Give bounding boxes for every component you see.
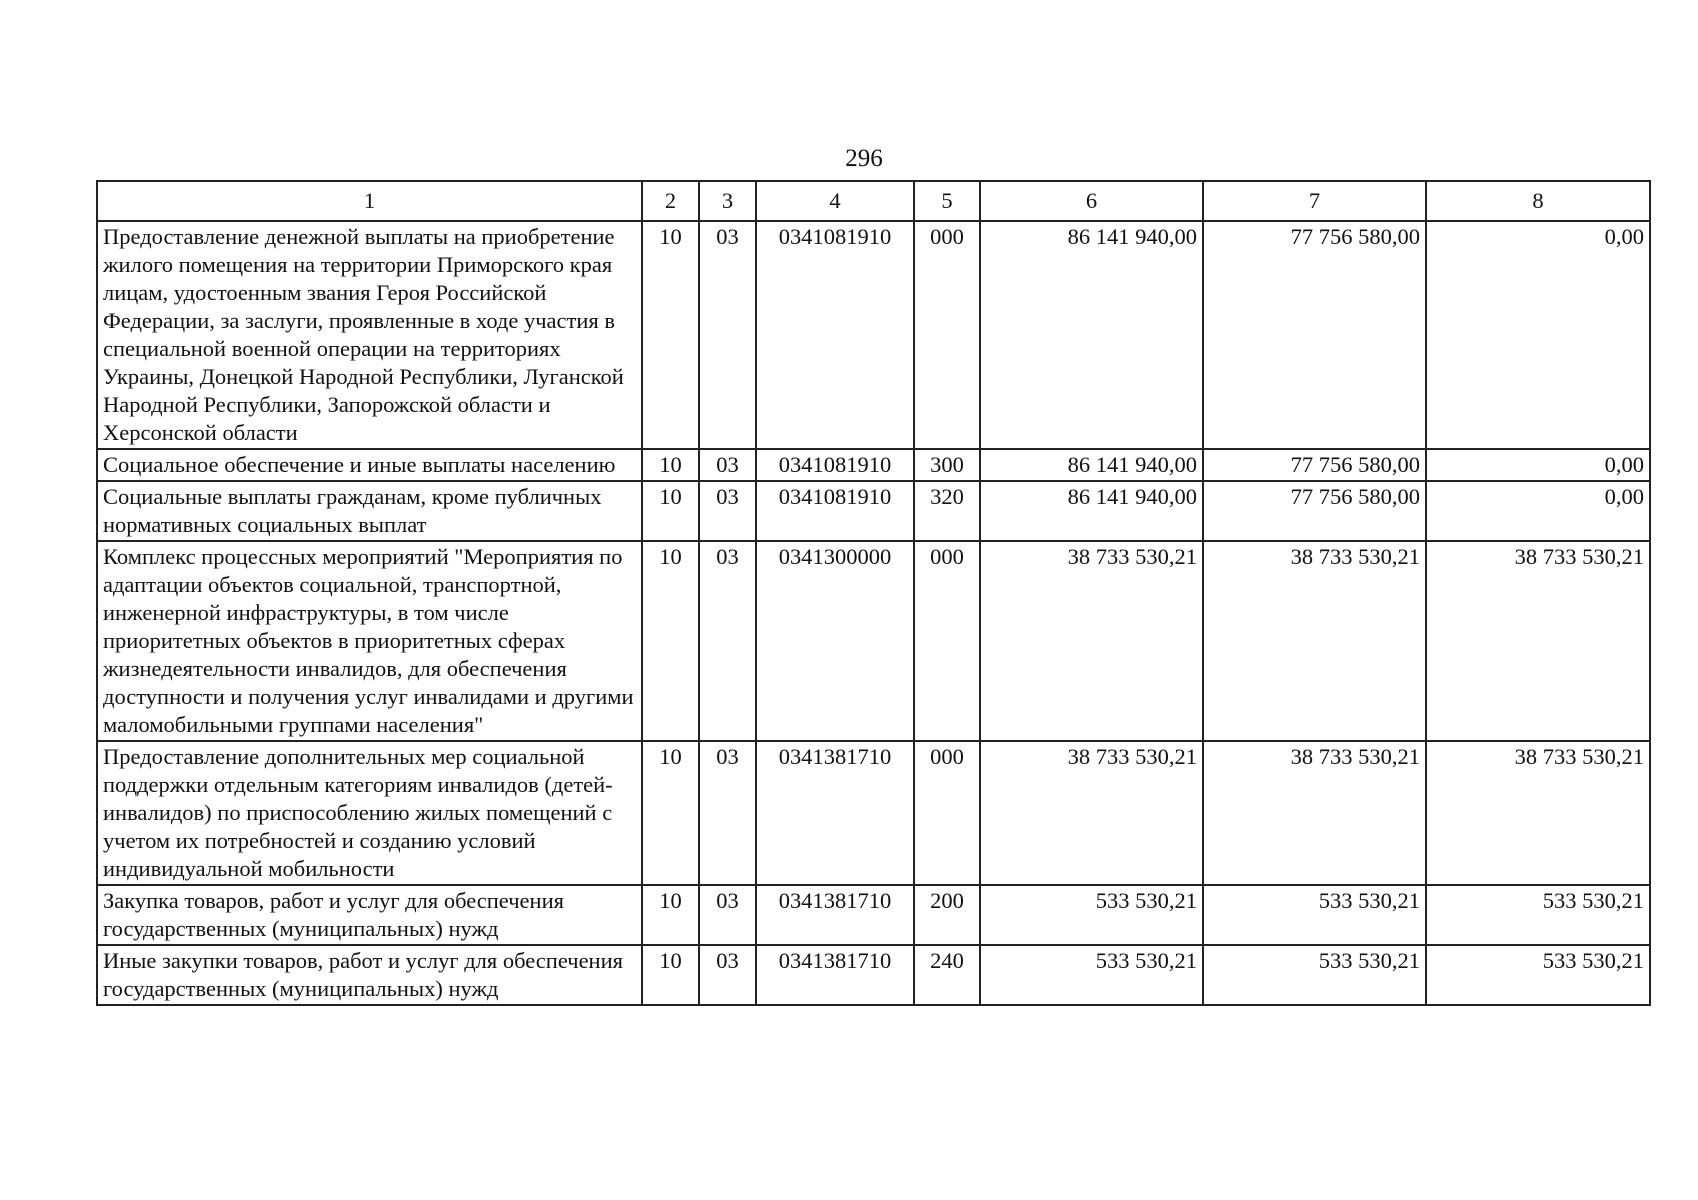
row-amount-col8: 0,00 [1426,221,1650,449]
row-target-code: 0341381710 [756,945,914,1005]
row-target-code: 0341081910 [756,221,914,449]
row-amount-col8: 533 530,21 [1426,945,1650,1005]
row-name: Комплекс процессных мероприятий "Мероприятия по адаптации объектов социальной, транспортной, инженерной инфраструктуры, в том числе приоритетных объектов в приоритетных сферах жизнедеятельности инвалидов, для обеспечения доступности и получения услуг инвалидами и другими маломобильными группами населения" [97,541,642,741]
row-amount-col7: 77 756 580,00 [1203,449,1426,481]
row-target-code: 0341381710 [756,885,914,945]
table-row [97,221,1650,449]
row-name: Иные закупки товаров, работ и услуг для обеспечения государственных (муниципальных) нужд [97,945,642,1005]
row-amount-col7: 38 733 530,21 [1203,541,1426,741]
row-amount-col8: 533 530,21 [1426,885,1650,945]
row-amount-col7: 38 733 530,21 [1203,741,1426,885]
header-cell-7: 7 [1203,181,1426,221]
row-expense-type: 240 [914,945,980,1005]
row-section: 10 [642,449,699,481]
table-row [97,885,1650,945]
row-amount-col8: 38 733 530,21 [1426,541,1650,741]
row-target-code: 0341381710 [756,741,914,885]
row-amount-col8: 38 733 530,21 [1426,741,1650,885]
header-row [97,181,1650,221]
row-amount-col8: 0,00 [1426,449,1650,481]
table-row [97,945,1650,1005]
row-subsection: 03 [699,481,756,541]
row-amount-col6: 86 141 940,00 [980,449,1203,481]
row-amount-col6: 86 141 940,00 [980,221,1203,449]
row-expense-type: 200 [914,885,980,945]
row-section: 10 [642,541,699,741]
row-subsection: 03 [699,741,756,885]
row-amount-col6: 38 733 530,21 [980,741,1203,885]
budget-table [96,180,1651,1006]
row-section: 10 [642,481,699,541]
header-cell-2: 2 [642,181,699,221]
row-subsection: 03 [699,885,756,945]
header-cell-6: 6 [980,181,1203,221]
row-subsection: 03 [699,449,756,481]
row-section: 10 [642,741,699,885]
header-cell-8: 8 [1426,181,1650,221]
row-expense-type: 300 [914,449,980,481]
row-section: 10 [642,945,699,1005]
row-name: Социальные выплаты гражданам, кроме публичных нормативных социальных выплат [97,481,642,541]
row-amount-col7: 77 756 580,00 [1203,221,1426,449]
row-expense-type: 000 [914,221,980,449]
row-subsection: 03 [699,945,756,1005]
header-cell-4: 4 [756,181,914,221]
row-expense-type: 000 [914,541,980,741]
row-amount-col7: 533 530,21 [1203,945,1426,1005]
row-target-code: 0341300000 [756,541,914,741]
row-subsection: 03 [699,541,756,741]
table-row [97,541,1650,741]
row-subsection: 03 [699,221,756,449]
row-amount-col6: 86 141 940,00 [980,481,1203,541]
row-amount-col6: 38 733 530,21 [980,541,1203,741]
header-cell-1: 1 [97,181,642,221]
row-expense-type: 320 [914,481,980,541]
row-amount-col6: 533 530,21 [980,945,1203,1005]
header-cell-3: 3 [699,181,756,221]
row-expense-type: 000 [914,741,980,885]
row-name: Предоставление денежной выплаты на приобретение жилого помещения на территории Приморского края лицам, удостоенным звания Героя Российской Федерации, за заслуги, проявленные в ходе участия в специальной военной операции на территориях Украины, Донецкой Народной Республики, Луганской Народной Республики, Запорожской области и Херсонской области [97,221,642,449]
header-cell-5: 5 [914,181,980,221]
table-row [97,449,1650,481]
row-section: 10 [642,221,699,449]
row-name: Социальное обеспечение и иные выплаты населению [97,449,642,481]
row-target-code: 0341081910 [756,449,914,481]
table-row [97,481,1650,541]
row-name: Закупка товаров, работ и услуг для обеспечения государственных (муниципальных) нужд [97,885,642,945]
row-amount-col7: 533 530,21 [1203,885,1426,945]
row-name: Предоставление дополнительных мер социальной поддержки отдельным категориям инвалидов (детей-инвалидов) по приспособлению жилых помещений с учетом их потребностей и созданию условий индивидуальной мобильности [97,741,642,885]
row-amount-col6: 533 530,21 [980,885,1203,945]
row-target-code: 0341081910 [756,481,914,541]
row-amount-col7: 77 756 580,00 [1203,481,1426,541]
row-amount-col8: 0,00 [1426,481,1650,541]
row-section: 10 [642,885,699,945]
table-row [97,741,1650,885]
page-number: 296 [845,145,883,172]
